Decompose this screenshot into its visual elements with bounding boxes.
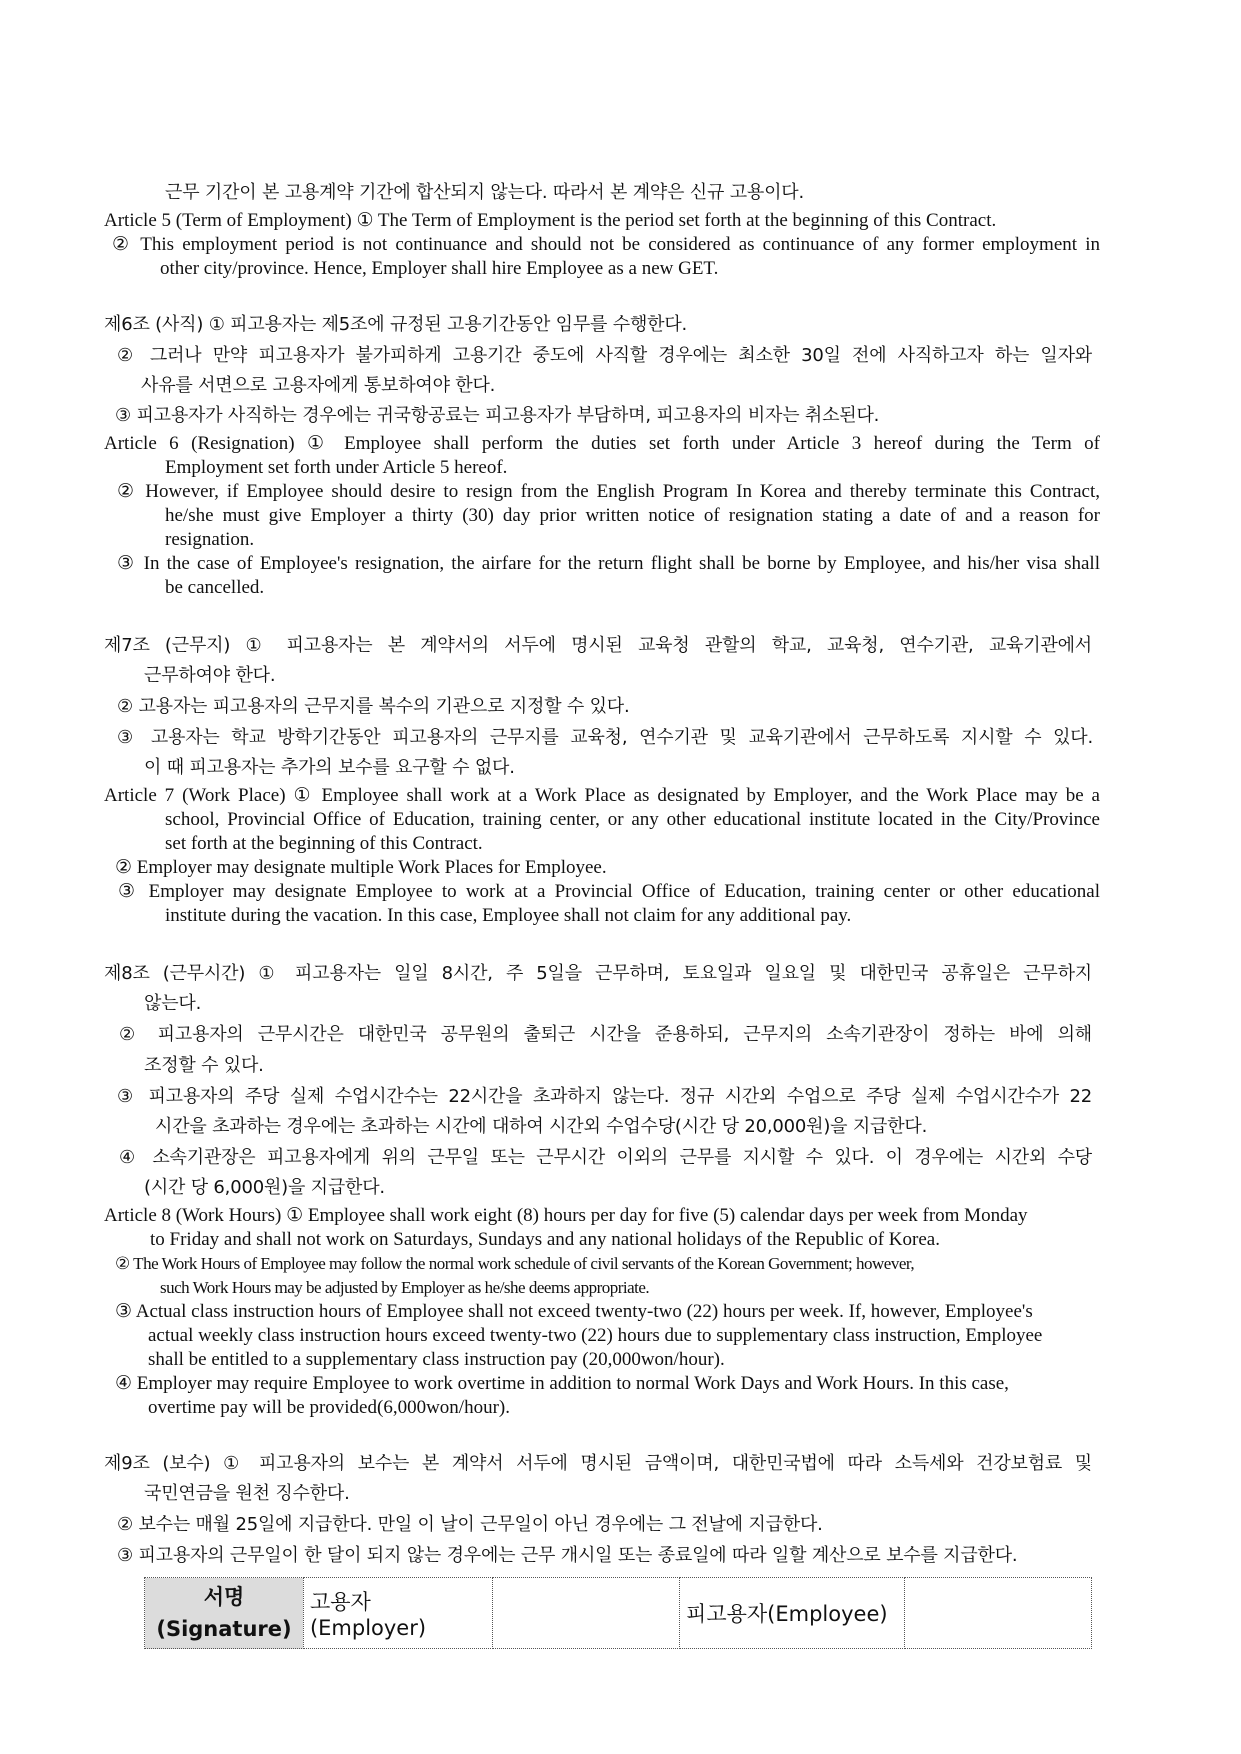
article-heading: 제6조 (사직) ① 피고용자는 제5조에 규정된 고용기간동안 임무를 수행한다. — [104, 314, 688, 335]
text-line: shall be entitled to a supplementary class instruction pay (20,000won/hour). — [148, 1349, 725, 1370]
employee-signature-field[interactable] — [904, 1578, 1091, 1649]
text-line: ② However, if Employee should desire to resign from the English Program In Korea and thereby terminate this Contract, — [117, 481, 1100, 502]
text-line: ② 피고용자의 근무시간은 대한민국 공무원의 출퇴근 시간을 준용하되, 근무지의 소속기관장이 정하는 바에 의해 — [119, 1024, 1092, 1045]
text-line: ③ 고용자는 학교 방학기간동안 피고용자의 근무지를 교육청, 연수기관 및 교육기관에서 근무하도록 지시할 수 있다. — [117, 727, 1093, 748]
signature-header-ko: 서명 — [203, 1585, 245, 1609]
text-line: ③ In the case of Employee's resignation, the airfare for the return flight shall be borne by Employee, and his/her visa shall — [117, 553, 1100, 574]
signature-table — [144, 1577, 1092, 1649]
signature-header-en: (Signature) — [156, 1617, 292, 1641]
text-line: set forth at the beginning of this Contract. — [165, 833, 483, 854]
employer-signature-field[interactable] — [492, 1578, 679, 1649]
text-line: Article 7 (Work Place) ① Employee shall work at a Work Place as designated by Employer, and the Work Place may be a — [104, 785, 1100, 806]
signature-header — [145, 1578, 304, 1649]
text-line: 조정할 수 있다. — [144, 1055, 264, 1076]
employer-label: 고용자(Employer) — [303, 1578, 492, 1649]
article-heading: 제8조 (근무시간) ① 피고용자는 일일 8시간, 주 5일을 근무하며, 토요일과 일요일 및 대한민국 공휴일은 근무하지 — [104, 963, 1092, 984]
text-line: be cancelled. — [165, 577, 265, 598]
text-line: 않는다. — [144, 993, 202, 1014]
text-line: overtime pay will be provided(6,000won/hour). — [148, 1397, 510, 1418]
text-line: ③ 피고용자의 주당 실제 수업시간수는 22시간을 초과하지 않는다. 정규 시간외 수업으로 주당 실제 수업시간수가 22 — [117, 1086, 1092, 1107]
employee-label: 피고용자(Employee) — [680, 1578, 905, 1649]
text-line: 국민연금을 원천 징수한다. — [144, 1483, 350, 1504]
text-line: institute during the vacation. In this case, Employee shall not claim for any additional pay. — [165, 905, 852, 926]
text-line: ③ Employer may designate Employee to work at a Provincial Office of Education, training center or other educational — [118, 881, 1100, 902]
text-line: actual weekly class instruction hours exceed twenty-two (22) hours due to supplementary class instruction, Employee — [148, 1325, 1043, 1346]
text-line: he/she must give Employer a thirty (30) day prior written notice of resignation stating a date of and a reason for — [165, 505, 1100, 526]
text-line: ③ Actual class instruction hours of Employee shall not exceed twenty-two (22) hours per week. If, however, Employee's — [115, 1301, 1033, 1322]
text-line: 이 때 피고용자는 추가의 보수를 요구할 수 없다. — [144, 757, 515, 778]
text-line: 시간을 초과하는 경우에는 초과하는 시간에 대하여 시간외 수업수당(시간 당 20,000원)을 지급한다. — [155, 1116, 928, 1137]
text-line: 근무하여야 한다. — [144, 665, 276, 686]
text-line: to Friday and shall not work on Saturdays, Sundays and any national holidays of the Republic of Korea. — [150, 1229, 940, 1250]
text-line: 근무 기간이 본 고용계약 기간에 합산되지 않는다. 따라서 본 계약은 신규 고용이다. — [165, 182, 804, 203]
text-line: ④ Employer may require Employee to work overtime in addition to normal Work Days and Work Hours. In this case, — [115, 1373, 1009, 1394]
text-line: Article 8 (Work Hours) ① Employee shall work eight (8) hours per day for five (5) calendar days per week from Monday — [104, 1205, 1028, 1226]
text-line: ③ 피고용자가 사직하는 경우에는 귀국항공료는 피고용자가 부담하며, 피고용자의 비자는 취소된다. — [115, 405, 880, 426]
text-line: resignation. — [165, 529, 255, 550]
text-line: 사유를 서면으로 고용자에게 통보하여야 한다. — [141, 375, 496, 396]
text-line: ② Employer may designate multiple Work Places for Employee. — [115, 857, 607, 878]
text-line: ② This employment period is not continuance and should not be considered as continuance of any former employment in — [112, 234, 1100, 255]
text-line: other city/province. Hence, Employer shall hire Employee as a new GET. — [160, 258, 719, 279]
text-line: ② 보수는 매월 25일에 지급한다. 만일 이 날이 근무일이 아닌 경우에는 그 전날에 지급한다. — [117, 1514, 823, 1535]
text-line: ② 고용자는 피고용자의 근무지를 복수의 기관으로 지정할 수 있다. — [117, 696, 630, 717]
text-line: Article 5 (Term of Employment) ① The Term of Employment is the period set forth at the beginning of this Contract. — [104, 210, 997, 231]
text-line: (시간 당 6,000원)을 지급한다. — [144, 1177, 385, 1198]
article-heading: 제9조 (보수) ① 피고용자의 보수는 본 계약서 서두에 명시된 금액이며, 대한민국법에 따라 소득세와 건강보험료 및 — [104, 1453, 1092, 1474]
text-line: ④ 소속기관장은 피고용자에게 위의 근무일 또는 근무시간 이외의 근무를 지시할 수 있다. 이 경우에는 시간외 수당 — [119, 1147, 1092, 1168]
text-line: school, Provincial Office of Education, training center, or any other educational institute located in the City/Province — [165, 809, 1100, 830]
text-line: ② The Work Hours of Employee may follow the normal work schedule of civil servants of the Korean Government; however, — [115, 1254, 915, 1273]
text-line: such Work Hours may be adjusted by Employer as he/she deems appropriate. — [160, 1278, 650, 1297]
text-line: ③ 피고용자의 근무일이 한 달이 되지 않는 경우에는 근무 개시일 또는 종료일에 따라 일할 계산으로 보수를 지급한다. — [117, 1545, 1018, 1566]
text-line: Article 6 (Resignation) ① Employee shall perform the duties set forth under Article 3 hereof during the Term of — [104, 433, 1100, 454]
text-line: Employment set forth under Article 5 hereof. — [165, 457, 508, 478]
text-line: ② 그러나 만약 피고용자가 불가피하게 고용기간 중도에 사직할 경우에는 최소한 30일 전에 사직하고자 하는 일자와 — [117, 345, 1092, 366]
article-heading: 제7조 (근무지) ① 피고용자는 본 계약서의 서두에 명시된 교육청 관할의 학교, 교육청, 연수기관, 교육기관에서 — [104, 635, 1092, 656]
